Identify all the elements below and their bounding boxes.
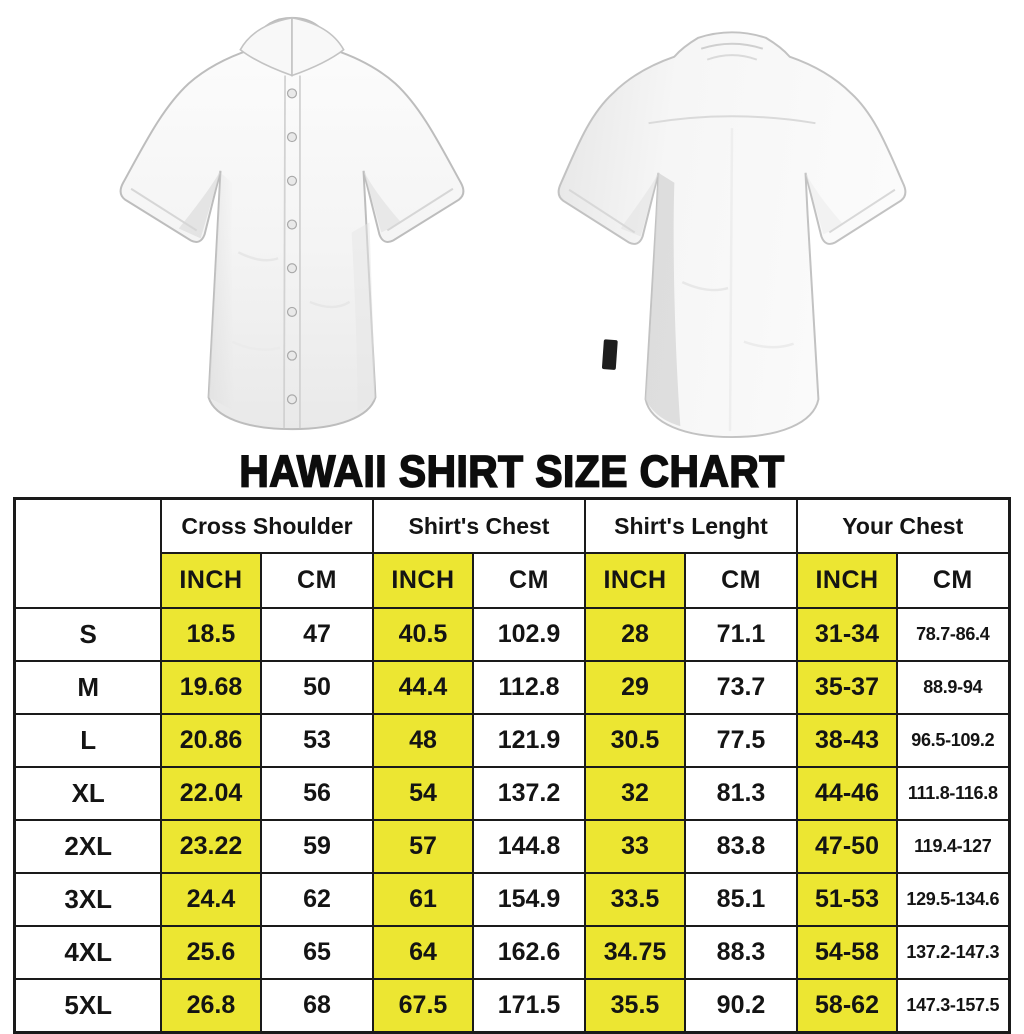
- table-row-2xl: [15, 820, 1009, 873]
- value-cell: 30.5: [585, 714, 685, 767]
- value-cell: 83.8: [685, 820, 797, 873]
- page-title: HAWAII SHIRT SIZE CHART: [239, 446, 785, 497]
- table-row-m: [15, 661, 1009, 714]
- value-cell: 57: [373, 820, 473, 873]
- value-cell: 31-34: [797, 608, 897, 661]
- value-cell: 137.2: [473, 767, 585, 820]
- group-header-row: [15, 499, 1009, 554]
- value-cell: 121.9: [473, 714, 585, 767]
- value-cell: 53: [261, 714, 373, 767]
- value-cell: 111.8-116.8: [897, 767, 1009, 820]
- corner-cell: [15, 499, 161, 609]
- value-cell: 33.5: [585, 873, 685, 926]
- shirt-front-image: [80, 4, 504, 446]
- unit-header-inch: INCH: [373, 553, 473, 608]
- value-cell: 28: [585, 608, 685, 661]
- size-cell: S: [15, 608, 161, 661]
- value-cell: 35-37: [797, 661, 897, 714]
- value-cell: 40.5: [373, 608, 473, 661]
- value-cell: 58-62: [797, 979, 897, 1033]
- value-cell: 90.2: [685, 979, 797, 1033]
- value-cell: 44.4: [373, 661, 473, 714]
- value-cell: 73.7: [685, 661, 797, 714]
- value-cell: 129.5-134.6: [897, 873, 1009, 926]
- unit-header-cm: CM: [261, 553, 373, 608]
- value-cell: 48: [373, 714, 473, 767]
- shirt-back-body: [559, 32, 906, 437]
- value-cell: 67.5: [373, 979, 473, 1033]
- value-cell: 38-43: [797, 714, 897, 767]
- group-header-cross-shoulder: Cross Shoulder: [161, 499, 373, 554]
- shirt-back-hem-tag: [602, 339, 618, 370]
- value-cell: 34.75: [585, 926, 685, 979]
- group-header-shirts-chest: Shirt's Chest: [373, 499, 585, 554]
- value-cell: 78.7-86.4: [897, 608, 1009, 661]
- value-cell: 119.4-127: [897, 820, 1009, 873]
- value-cell: 77.5: [685, 714, 797, 767]
- value-cell: 162.6: [473, 926, 585, 979]
- value-cell: 32: [585, 767, 685, 820]
- value-cell: 85.1: [685, 873, 797, 926]
- unit-header-inch: INCH: [161, 553, 261, 608]
- table-row-s: [15, 608, 1009, 661]
- value-cell: 25.6: [161, 926, 261, 979]
- table-row-xl: [15, 767, 1009, 820]
- unit-header-cm: CM: [897, 553, 1009, 608]
- size-cell: 5XL: [15, 979, 161, 1033]
- value-cell: 47-50: [797, 820, 897, 873]
- shirt-images-row: [0, 0, 1024, 450]
- size-cell: XL: [15, 767, 161, 820]
- value-cell: 54-58: [797, 926, 897, 979]
- unit-header-cm: CM: [473, 553, 585, 608]
- value-cell: 171.5: [473, 979, 585, 1033]
- table-row-3xl: [15, 873, 1009, 926]
- unit-header-row: [15, 553, 1009, 608]
- value-cell: 81.3: [685, 767, 797, 820]
- value-cell: 26.8: [161, 979, 261, 1033]
- value-cell: 54: [373, 767, 473, 820]
- unit-header-inch: INCH: [585, 553, 685, 608]
- value-cell: 102.9: [473, 608, 585, 661]
- group-header-shirts-lenght: Shirt's Lenght: [585, 499, 797, 554]
- table-row-l: [15, 714, 1009, 767]
- unit-header-inch: INCH: [797, 553, 897, 608]
- shirt-front-svg: [80, 4, 504, 446]
- shirt-back-svg: [520, 4, 944, 446]
- value-cell: 62: [261, 873, 373, 926]
- value-cell: 59: [261, 820, 373, 873]
- value-cell: 24.4: [161, 873, 261, 926]
- value-cell: 22.04: [161, 767, 261, 820]
- value-cell: 33: [585, 820, 685, 873]
- size-cell: M: [15, 661, 161, 714]
- value-cell: 64: [373, 926, 473, 979]
- value-cell: 44-46: [797, 767, 897, 820]
- table-row-4xl: [15, 926, 1009, 979]
- size-cell: L: [15, 714, 161, 767]
- value-cell: 29: [585, 661, 685, 714]
- size-cell: 4XL: [15, 926, 161, 979]
- value-cell: 88.3: [685, 926, 797, 979]
- value-cell: 35.5: [585, 979, 685, 1033]
- value-cell: 88.9-94: [897, 661, 1009, 714]
- value-cell: 23.22: [161, 820, 261, 873]
- value-cell: 144.8: [473, 820, 585, 873]
- value-cell: 47: [261, 608, 373, 661]
- value-cell: 96.5-109.2: [897, 714, 1009, 767]
- value-cell: 19.68: [161, 661, 261, 714]
- group-header-your-chest: Your Chest: [797, 499, 1009, 554]
- value-cell: 154.9: [473, 873, 585, 926]
- size-cell: 3XL: [15, 873, 161, 926]
- value-cell: 56: [261, 767, 373, 820]
- shirt-back-image: [520, 4, 944, 446]
- value-cell: 18.5: [161, 608, 261, 661]
- size-cell: 2XL: [15, 820, 161, 873]
- value-cell: 20.86: [161, 714, 261, 767]
- value-cell: 68: [261, 979, 373, 1033]
- value-cell: 50: [261, 661, 373, 714]
- value-cell: 51-53: [797, 873, 897, 926]
- value-cell: 65: [261, 926, 373, 979]
- value-cell: 61: [373, 873, 473, 926]
- unit-header-cm: CM: [685, 553, 797, 608]
- value-cell: 147.3-157.5: [897, 979, 1009, 1033]
- size-chart-table: [13, 497, 1010, 1034]
- value-cell: 71.1: [685, 608, 797, 661]
- table-row-5xl: [15, 979, 1009, 1033]
- value-cell: 112.8: [473, 661, 585, 714]
- value-cell: 137.2-147.3: [897, 926, 1009, 979]
